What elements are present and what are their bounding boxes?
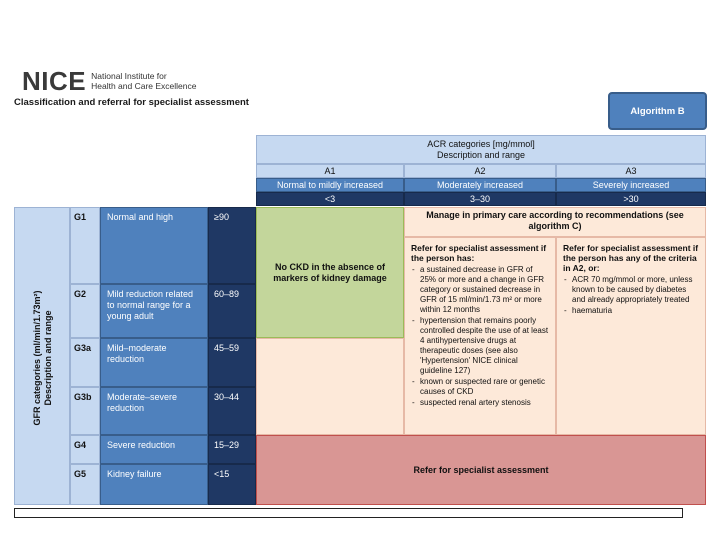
logo-line2: Health and Care Excellence — [91, 81, 197, 91]
refer-a3-list — [563, 275, 699, 316]
refer-a2-cell — [404, 237, 556, 435]
gfr-range-g4: 15–29 — [208, 435, 256, 464]
algorithm-button[interactable]: Algorithm B — [608, 92, 707, 130]
gfr-desc-g5: Kidney failure — [100, 464, 208, 505]
gfr-desc-g4: Severe reduction — [100, 435, 208, 464]
list-item: - haematuria — [563, 306, 699, 316]
list-item: - a sustained decrease in GFR of 25% or more and a change in GFR category or sustained decrease in GFR of 15 ml/min/1.73 m² or more within 12 months — [411, 265, 549, 315]
acr-header — [256, 135, 706, 164]
refer-all-cell: Refer for specialist assessment — [256, 435, 706, 505]
acr-desc-a3: Severely increased — [556, 178, 706, 192]
list-item: - ACR 70 mg/mmol or more, unless known to be caused by diabetes and already appropriately treated — [563, 275, 699, 305]
gfr-code-g2: G2 — [70, 284, 100, 338]
gfr-desc-g3b: Moderate–severe reduction — [100, 387, 208, 435]
refer-a3-cell — [556, 237, 706, 435]
acr-desc-a2: Moderately increased — [404, 178, 556, 192]
no-ckd-cell: No CKD in the absence of markers of kidney damage — [256, 207, 404, 338]
gfr-range-g3b: 30–44 — [208, 387, 256, 435]
gfr-range-g5: <15 — [208, 464, 256, 505]
gfr-code-g4: G4 — [70, 435, 100, 464]
logo-subtitle — [91, 71, 196, 91]
gfr-code-g3a: G3a — [70, 338, 100, 387]
acr-desc-a1: Normal to mildly increased — [256, 178, 404, 192]
nice-logo — [22, 68, 197, 94]
logo-mark: NICE — [22, 66, 87, 96]
logo-line1: National Institute for — [91, 71, 167, 81]
acr-range-a3: >30 — [556, 192, 706, 206]
peach-filler-cell — [256, 338, 404, 435]
acr-code-a3: A3 — [556, 164, 706, 178]
gfr-side-line1: GFR categories (ml/min/1.73m²) — [32, 290, 42, 426]
gfr-code-g1: G1 — [70, 207, 100, 284]
list-item: - known or suspected rare or genetic causes of CKD — [411, 377, 549, 397]
refer-a3-intro: Refer for specialist assessment if the person has any of the criteria in A2, or: — [563, 243, 699, 273]
refer-a2-intro: Refer for specialist assessment if the person has: — [411, 243, 547, 263]
refer-a2-list — [411, 265, 549, 408]
acr-range-a1: <3 — [256, 192, 404, 206]
gfr-desc-g2: Mild reduction related to normal range for a young adult — [100, 284, 208, 338]
gfr-code-g3b: G3b — [70, 387, 100, 435]
acr-range-a2: 3–30 — [404, 192, 556, 206]
manage-primary-care-cell: Manage in primary care according to recommendations (see algorithm C) — [404, 207, 706, 237]
list-item: - suspected renal artery stenosis — [411, 398, 549, 408]
gfr-range-g3a: 45–59 — [208, 338, 256, 387]
gfr-desc-g1: Normal and high — [100, 207, 208, 284]
page-title: Classification and referral for specialist assessment — [14, 97, 249, 108]
footer-box — [14, 508, 683, 518]
acr-header-line1: ACR categories [mg/mmol] — [427, 138, 535, 149]
gfr-side-label — [14, 207, 70, 505]
acr-code-a2: A2 — [404, 164, 556, 178]
gfr-range-g2: 60–89 — [208, 284, 256, 338]
gfr-side-text — [32, 290, 54, 425]
gfr-desc-g3a: Mild–moderate reduction — [100, 338, 208, 387]
list-item: - hypertension that remains poorly controlled despite the use of at least 4 antihypertensive drugs at therapeutic doses (see also 'Hypertension' NICE clinical guideline 127) — [411, 316, 549, 376]
acr-header-line2: Description and range — [436, 149, 526, 160]
gfr-code-g5: G5 — [70, 464, 100, 505]
gfr-side-line2: Description and range — [43, 310, 53, 406]
acr-code-a1: A1 — [256, 164, 404, 178]
gfr-range-g1: ≥90 — [208, 207, 256, 284]
